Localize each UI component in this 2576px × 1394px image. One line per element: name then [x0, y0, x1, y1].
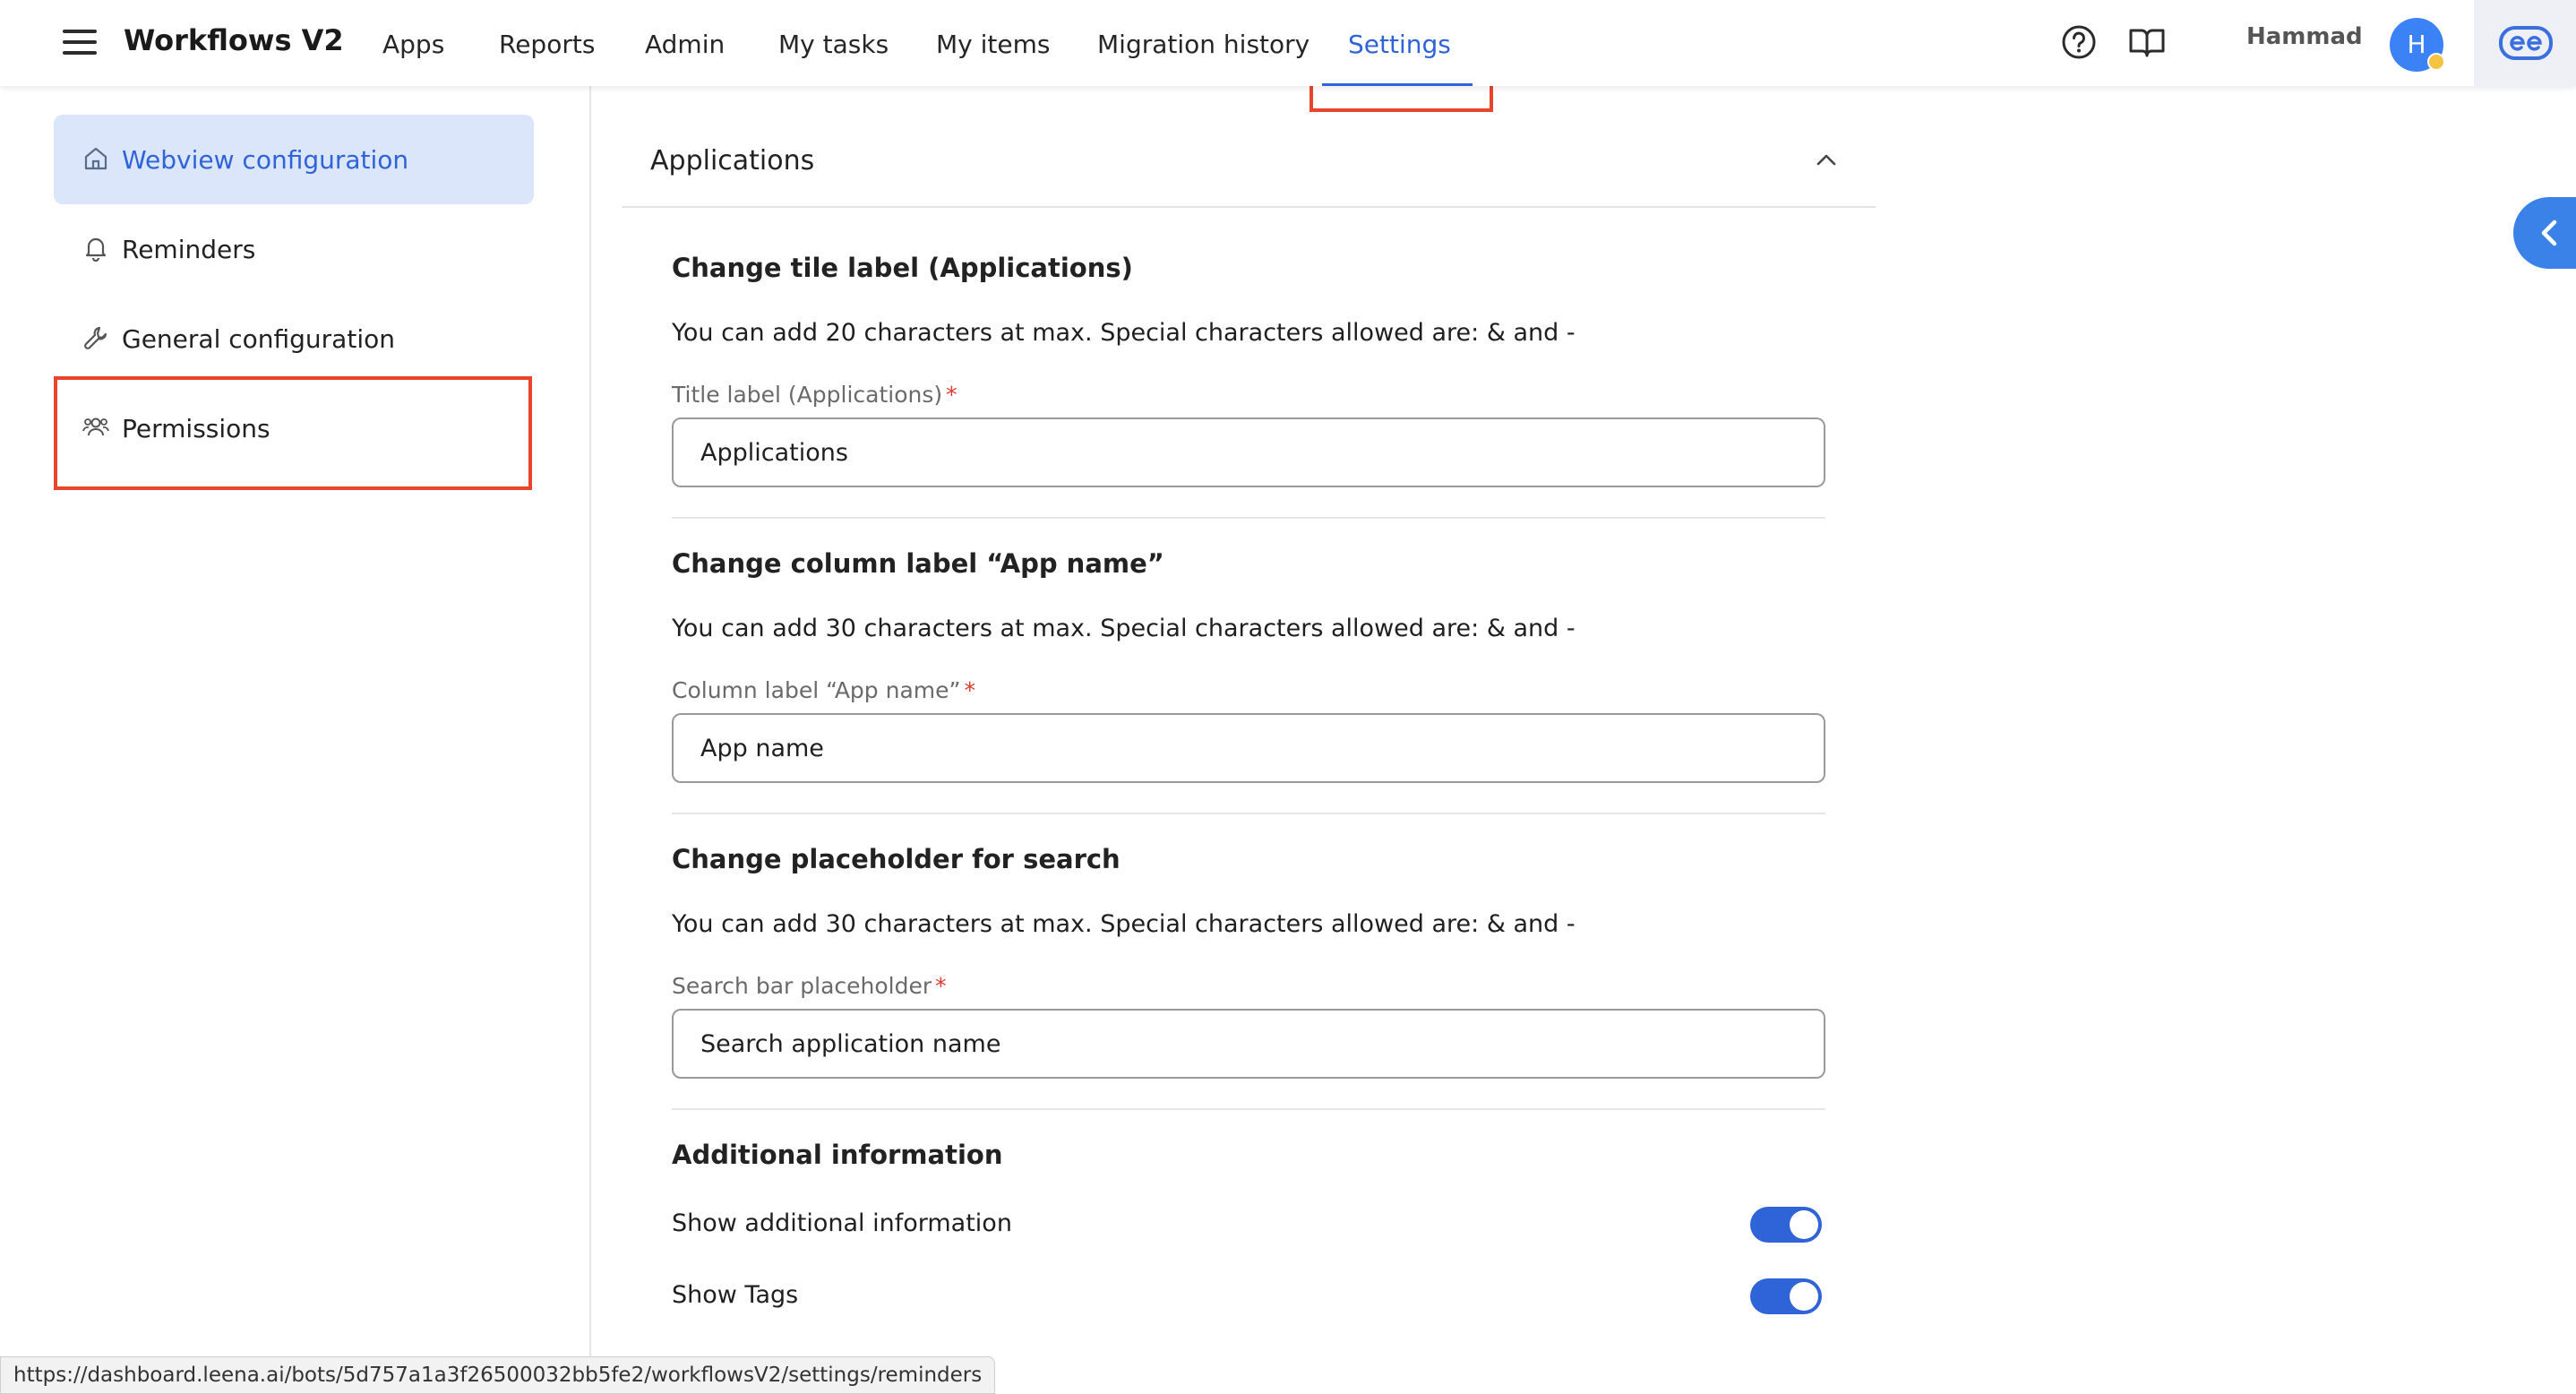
divider: [672, 813, 1825, 814]
show-tags-label: Show Tags: [672, 1281, 799, 1309]
nav-migration-history[interactable]: Migration history: [1097, 30, 1310, 59]
hamburger-menu-icon[interactable]: [63, 29, 97, 56]
nav-reports[interactable]: Reports: [499, 30, 596, 59]
sidebar-item-label: Webview configuration: [122, 145, 409, 175]
sidebar-item-label: Reminders: [122, 235, 256, 264]
additional-information-heading: Additional information: [672, 1140, 1003, 1170]
nav-admin[interactable]: Admin: [645, 30, 726, 59]
toggle-knob: [1790, 1210, 1818, 1239]
open-book-icon[interactable]: [2128, 23, 2166, 61]
sidebar-item-permissions[interactable]: [54, 383, 534, 473]
user-name[interactable]: Hammad: [2246, 23, 2363, 50]
app-title: Workflows V2: [124, 23, 344, 57]
link-preview-status-bar: https://dashboard.leena.ai/bots/5d757a1a3f26500032bb5fe2/workflowsV2/settings/reminders: [0, 1356, 995, 1394]
divider: [672, 517, 1825, 519]
sidebar-item-reminders[interactable]: [54, 204, 534, 294]
home-icon: [82, 145, 109, 172]
title-label-field-label: Title label (Applications) *: [672, 382, 957, 408]
top-navigation-bar: [0, 0, 2576, 86]
search-placeholder-description: You can add 30 characters at max. Special characters allowed are: & and -: [672, 910, 1576, 938]
section-title: Applications: [650, 145, 815, 176]
applications-section-header[interactable]: [622, 108, 1876, 208]
avatar[interactable]: H: [2390, 18, 2443, 72]
required-asterisk: *: [946, 382, 957, 408]
active-tab-indicator: [1322, 83, 1473, 86]
divider: [672, 1108, 1825, 1110]
nav-my-items[interactable]: My items: [936, 30, 1051, 59]
help-circle-icon[interactable]: [2060, 23, 2098, 61]
sidebar-item-webview-configuration[interactable]: [54, 115, 534, 204]
required-asterisk: *: [935, 973, 947, 999]
bell-icon: [82, 235, 109, 262]
nav-settings[interactable]: Settings: [1348, 30, 1451, 59]
required-asterisk: *: [964, 677, 975, 703]
column-label-heading: Change column label “App name”: [672, 548, 1164, 579]
status-dot: [2427, 53, 2445, 71]
show-tags-toggle[interactable]: [1750, 1278, 1822, 1314]
drawer-toggle-button[interactable]: [2513, 197, 2576, 269]
search-placeholder-input[interactable]: [672, 1009, 1825, 1079]
show-additional-information-label: Show additional information: [672, 1209, 1012, 1237]
sidebar-item-label: Permissions: [122, 414, 270, 443]
chevron-left-icon: [2537, 217, 2563, 249]
title-label-input[interactable]: [672, 417, 1825, 487]
show-additional-information-toggle[interactable]: [1750, 1207, 1822, 1243]
toggle-knob: [1790, 1282, 1818, 1311]
wrench-icon: [82, 324, 109, 351]
search-placeholder-field-label: Search bar placeholder *: [672, 973, 947, 999]
settings-sidebar: [0, 86, 591, 1394]
column-label-field-label: Column label “App name” *: [672, 677, 975, 703]
tile-label-heading: Change tile label (Applications): [672, 253, 1133, 283]
leena-logo-icon[interactable]: [2499, 25, 2553, 61]
sidebar-item-general-configuration[interactable]: [54, 294, 534, 383]
users-icon: [82, 414, 109, 441]
search-placeholder-heading: Change placeholder for search: [672, 844, 1121, 874]
column-label-input[interactable]: [672, 713, 1825, 783]
nav-my-tasks[interactable]: My tasks: [778, 30, 889, 59]
nav-apps[interactable]: Apps: [382, 30, 445, 59]
column-label-description: You can add 30 characters at max. Special characters allowed are: & and -: [672, 615, 1576, 642]
tile-label-description: You can add 20 characters at max. Special characters allowed are: & and -: [672, 319, 1576, 347]
chevron-up-icon[interactable]: [1813, 147, 1840, 174]
sidebar-item-label: General configuration: [122, 324, 395, 354]
